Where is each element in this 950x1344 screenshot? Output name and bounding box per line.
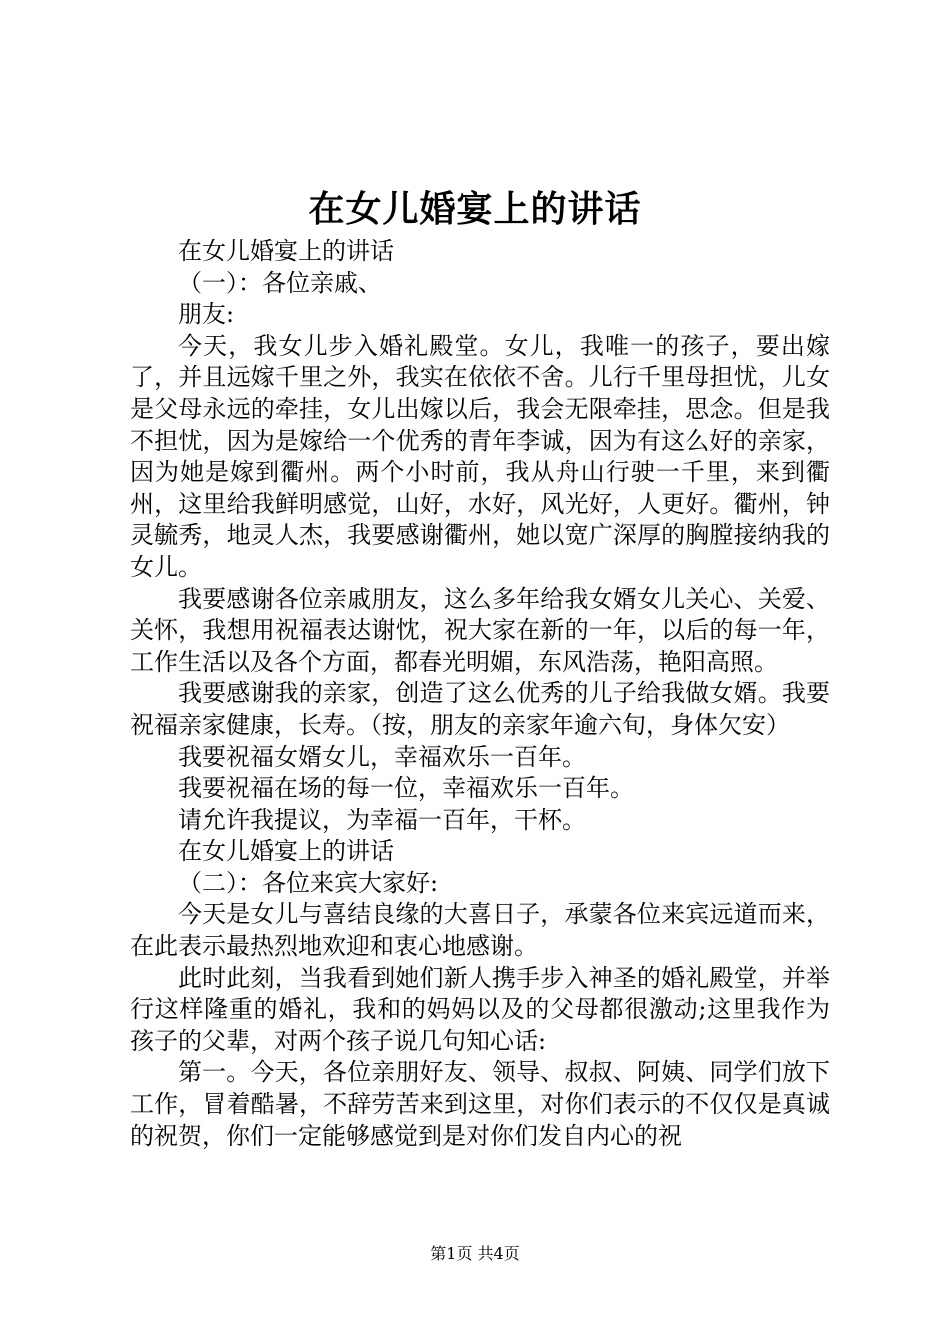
paragraph: 今天是女儿与喜结良缘的大喜日子，承蒙各位来宾远道而来，在此表示最热烈地欢迎和衷心地感谢。: [130, 900, 830, 961]
paragraph: 我要祝福在场的每一位，幸福欢乐一百年。: [178, 774, 634, 803]
paragraph: 在女儿婚宴上的讲话: [178, 837, 394, 866]
paragraph: 请允许我提议，为幸福一百年，干杯。: [178, 805, 586, 834]
document-title: 在女儿婚宴上的讲话: [308, 188, 642, 230]
page-footer: 第1页 共4页: [430, 1244, 520, 1263]
paragraph: 第一。今天，各位亲朋好友、领导、叔叔、阿姨、同学们放下工作，冒着酷暑，不辞劳苦来到这里，对你们表示的不仅仅是真诚的祝贺，你们一定能够感觉到是对你们发自内心的祝: [130, 1058, 830, 1150]
paragraph: 今天，我女儿步入婚礼殿堂。女儿，我唯一的孩子，要出嫁了，并且远嫁千里之外，我实在依依不舍。儿行千里母担忧，儿女是父母永远的牵挂，女儿出嫁以后，我会无限牵挂，思念。但是我不担忧，因为是嫁给一个优秀的青年李诚，因为有这么好的亲家，因为她是嫁到衢州。两个小时前，我从舟山行驶一千里，来到衢州，这里给我鲜明感觉，山好，水好，风光好，人更好。衢州，钟灵毓秀，地灵人杰，我要感谢衢州，她以宽广深厚的胸膛接纳我的女儿。: [130, 331, 830, 581]
paragraph: 在女儿婚宴上的讲话: [178, 237, 394, 265]
paragraph: 我要感谢我的亲家，创造了这么优秀的儿子给我做女婿。我要祝福亲家健康，长寿。（按，朋友的亲家年逾六旬，身体欠安）: [130, 679, 830, 739]
paragraph: （二）：各位来宾大家好:: [178, 868, 439, 897]
paragraph: （一）：各位亲戚、: [178, 268, 382, 297]
paragraph: 我要感谢各位亲戚朋友，这么多年给我女婿女儿关心、关爱、关怀，我想用祝福表达谢忱，祝大家在新的一年，以后的每一年，工作生活以及各个方面，都春光明媚，东风浩荡，艳阳高照。: [130, 584, 830, 676]
paragraph: 此时此刻，当我看到她们新人携手步入神圣的婚礼殿堂，并举行这样隆重的婚礼，我和的妈妈以及的父母都很激动;这里我作为孩子的父辈，对两个孩子说几句知心话:: [130, 963, 830, 1055]
paragraph: 朋友:: [178, 300, 235, 329]
document-body: [130, 236, 830, 1152]
paragraph: 我要祝福女婿女儿，幸福欢乐一百年。: [178, 742, 586, 771]
